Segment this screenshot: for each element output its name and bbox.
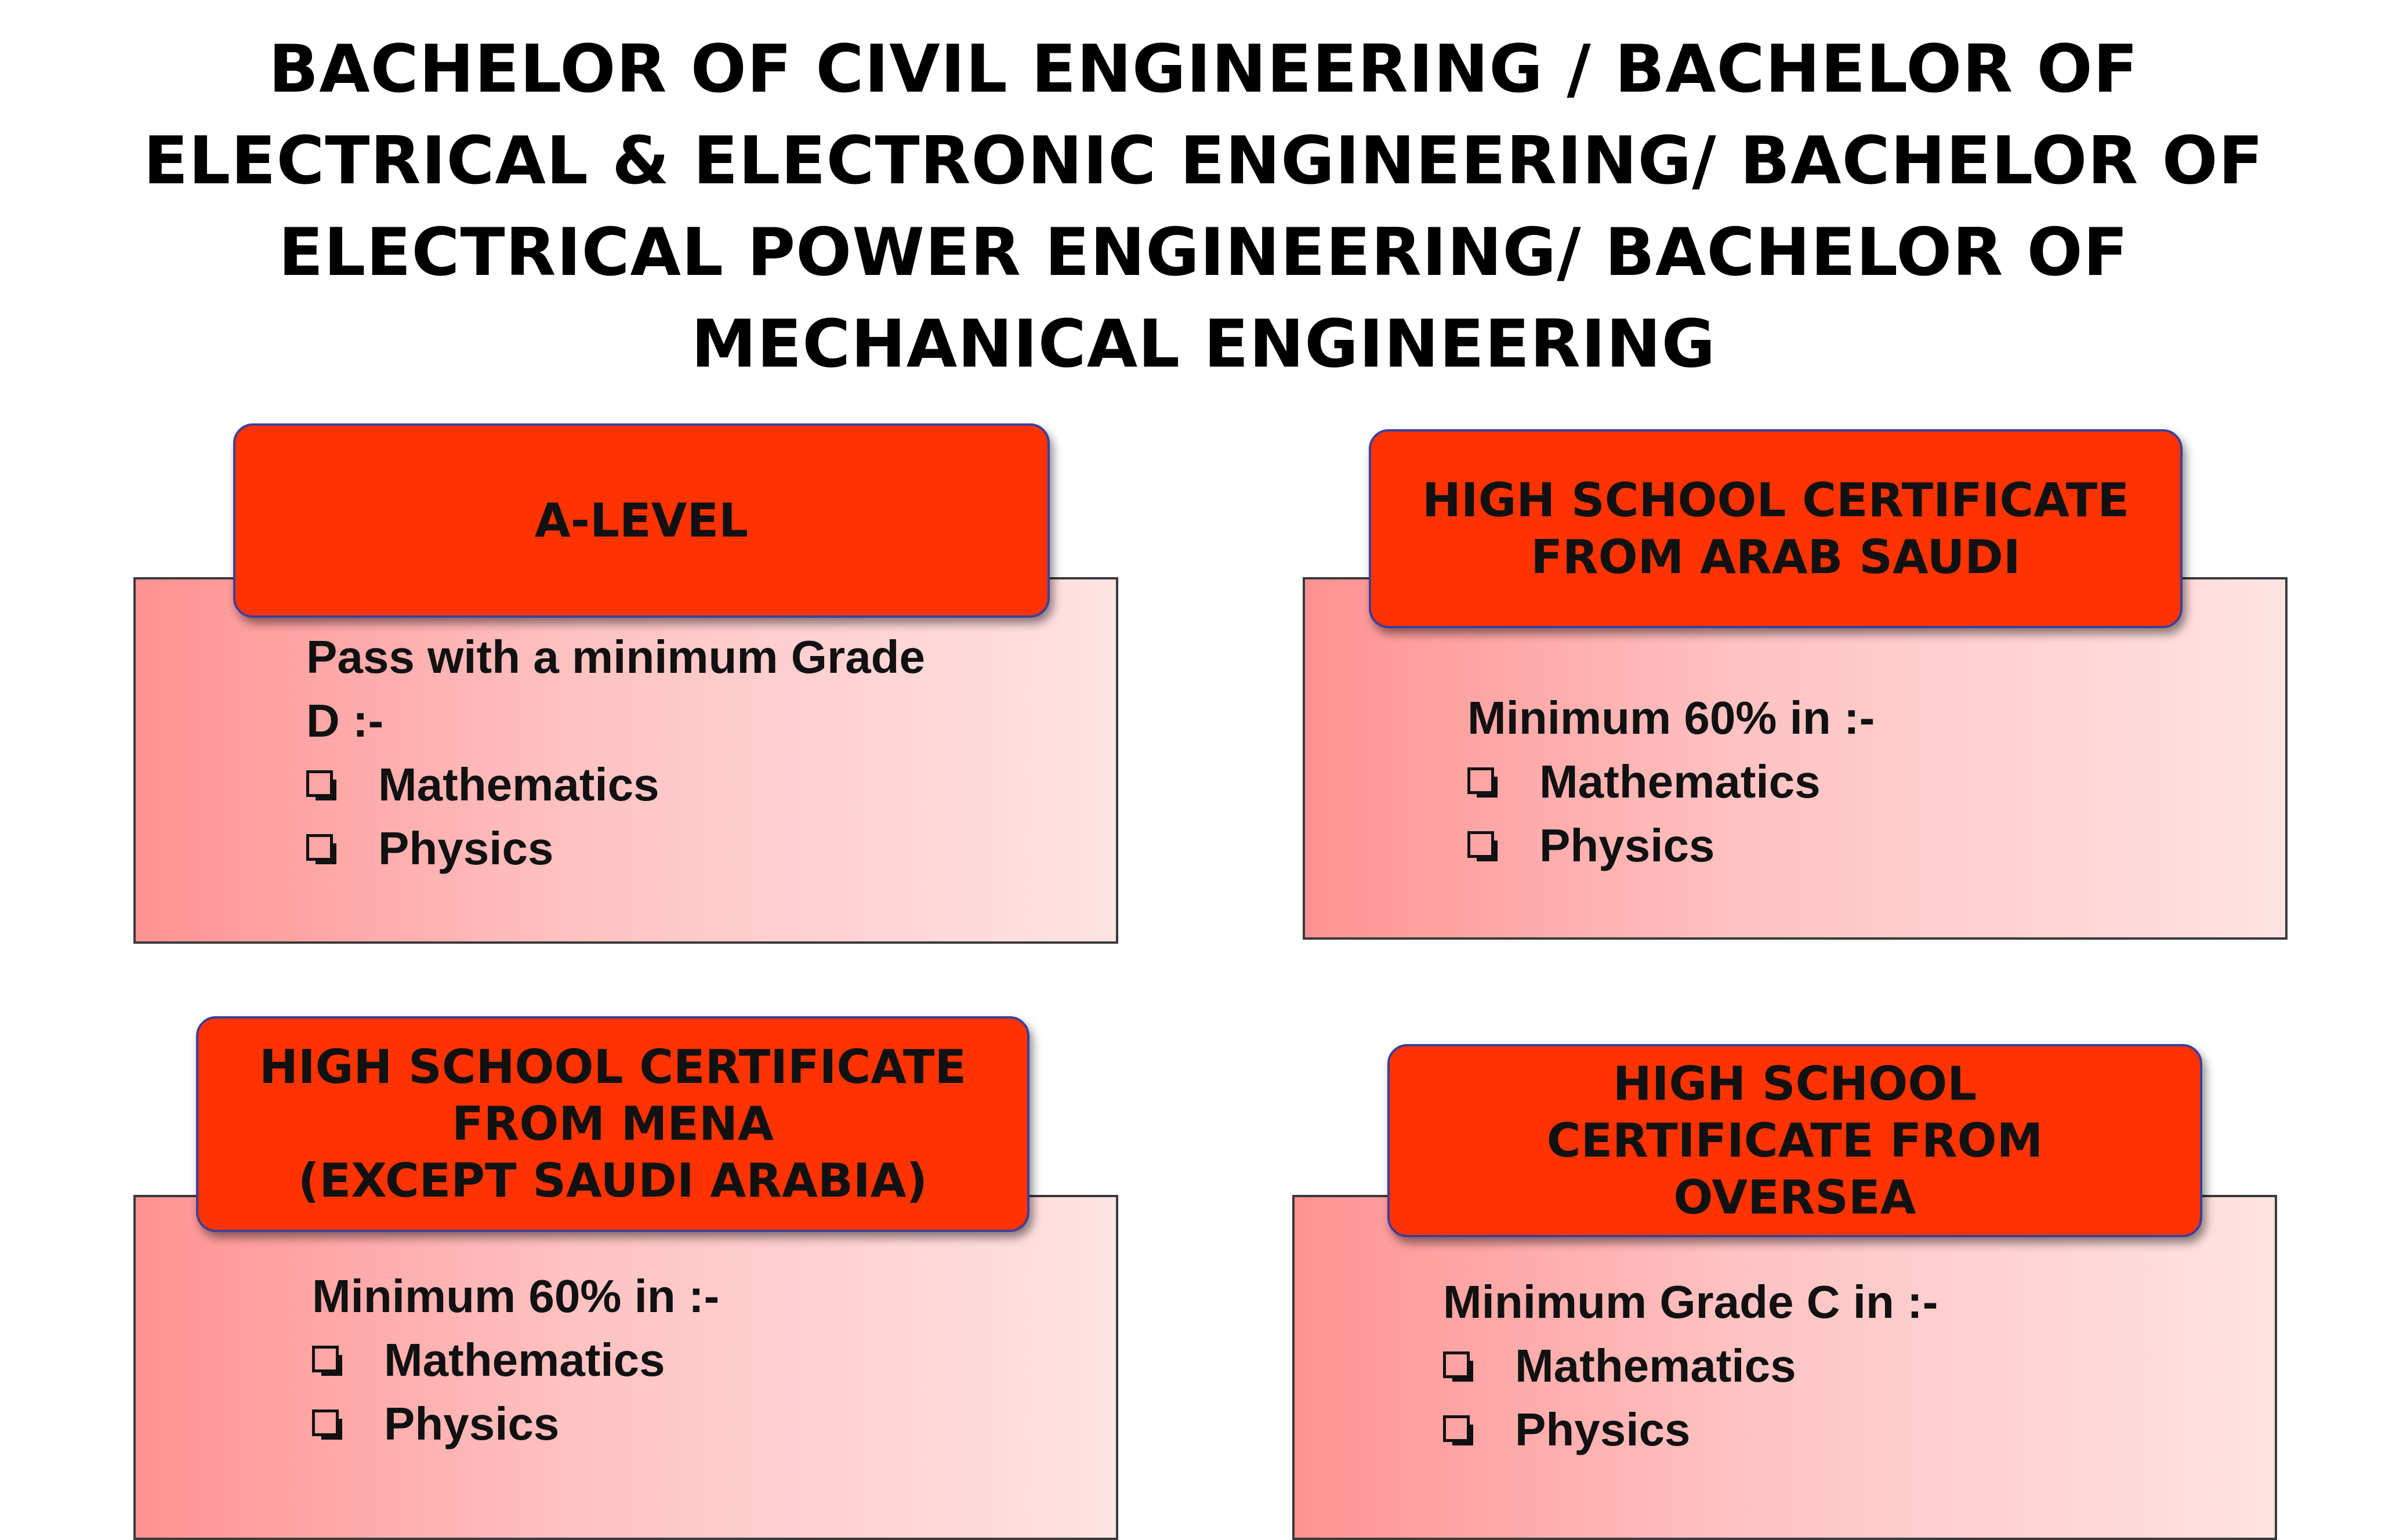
section-heading: HIGH SCHOOL CERTIFICATE FROM ARAB SAUDI <box>1422 473 2130 584</box>
checkbox-icon <box>306 834 335 863</box>
list-item <box>1443 1334 2197 1398</box>
section-oversea-header <box>1387 1044 2202 1237</box>
requirement-list <box>306 753 1060 880</box>
requirement-list <box>1467 750 2221 878</box>
subject-label: Mathematics <box>378 759 659 810</box>
requirement-intro: Minimum Grade C in :- <box>1443 1276 1938 1328</box>
requirement-list <box>312 1328 1066 1456</box>
requirement-intro: Minimum 60% in :- <box>1467 692 1875 744</box>
checkbox-icon <box>306 770 335 799</box>
subject-label: Mathematics <box>1539 756 1821 807</box>
list-item <box>312 1392 1066 1456</box>
page-title: BACHELOR OF CIVIL ENGINEERING / BACHELOR OF ELECTRICAL & ELECTRONIC ENGINEERING/ BACHELOR OF ELECTRICAL POWER ENGINEERING/ BACHELOR OF MECHANICAL ENGINEERING <box>143 31 2264 382</box>
list-item <box>306 817 1060 880</box>
checkbox-icon <box>1443 1415 1472 1444</box>
checkbox-icon <box>312 1409 341 1438</box>
section-oversea-requirements <box>1443 1270 2197 1462</box>
requirement-list <box>1443 1334 2197 1462</box>
section-mena-header <box>196 1016 1030 1232</box>
list-item <box>306 753 1060 817</box>
list-item <box>1467 814 2221 878</box>
requirement-intro: Pass with a minimum Grade D :- <box>306 631 925 747</box>
list-item <box>1443 1398 2197 1462</box>
subject-label: Mathematics <box>384 1334 665 1386</box>
section-heading: HIGH SCHOOL CERTIFICATE FROM MENA (EXCEPT SAUDI ARABIA) <box>259 1040 967 1208</box>
section-arab-saudi-requirements <box>1467 686 2221 878</box>
requirement-intro: Minimum 60% in :- <box>312 1270 720 1322</box>
subject-label: Physics <box>384 1398 560 1450</box>
checkbox-icon <box>1443 1351 1472 1380</box>
section-heading: HIGH SCHOOL CERTIFICATE FROM OVERSEA <box>1546 1056 2043 1224</box>
section-a-level-requirements <box>306 625 1060 880</box>
checkbox-icon <box>312 1346 341 1375</box>
section-arab-saudi-header <box>1369 429 2183 628</box>
subject-label: Physics <box>378 822 554 874</box>
section-heading: A-LEVEL <box>534 493 749 548</box>
subject-label: Physics <box>1515 1404 1691 1455</box>
subject-label: Mathematics <box>1515 1340 1796 1392</box>
checkbox-icon <box>1467 767 1496 796</box>
list-item <box>312 1328 1066 1392</box>
checkbox-icon <box>1467 831 1496 860</box>
list-item <box>1467 750 2221 814</box>
section-mena-requirements <box>312 1264 1066 1456</box>
section-a-level-header <box>233 423 1050 618</box>
subject-label: Physics <box>1539 820 1715 871</box>
